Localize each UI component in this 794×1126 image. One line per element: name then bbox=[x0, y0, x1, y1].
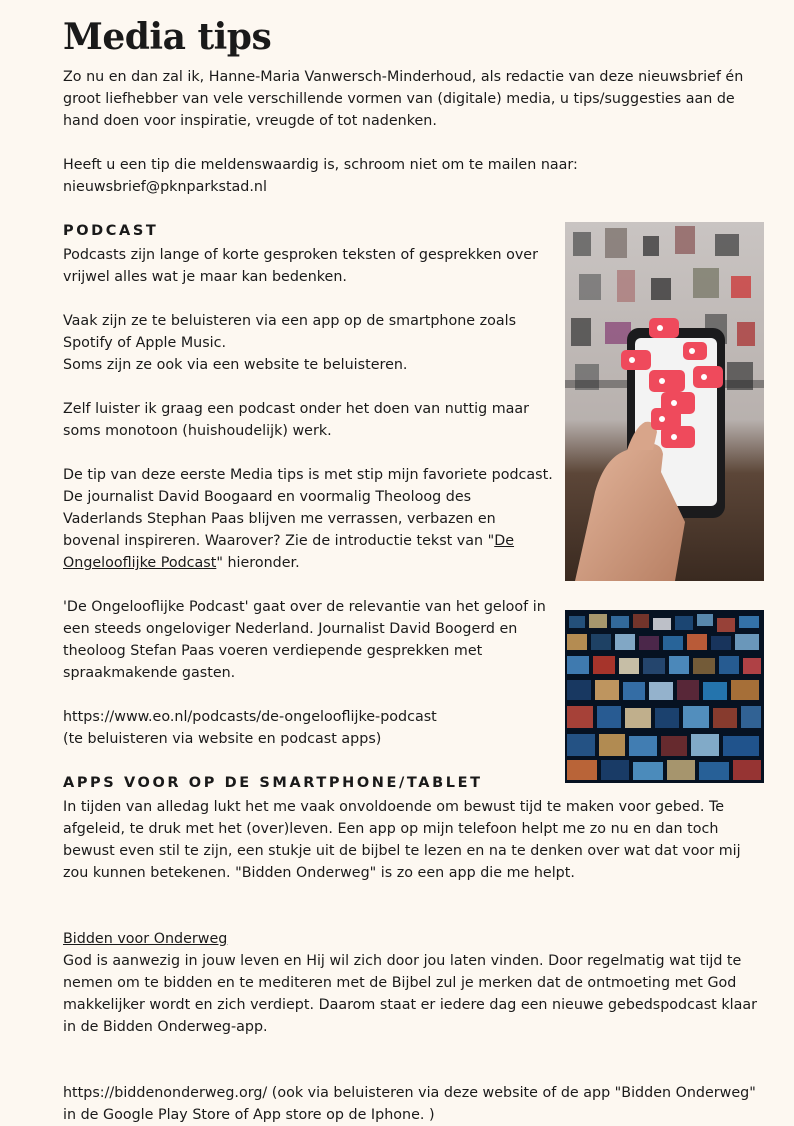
intro-paragraph: Zo nu en dan zal ik, Hanne-Maria Vanwersch-Minderhoud, als redactie van deze nieuwsbrief én groot liefhebber van vele verschillende vormen van (digitale) media, u tips/suggesties aan de hand doen voor inspiratie, vreugde of tot nadenken. bbox=[63, 69, 744, 129]
bidden-onderweg-link[interactable]: Bidden voor Onderweg bbox=[63, 931, 228, 947]
podcast-paragraph: Podcasts zijn lange of korte gesproken teksten of gesprekken over vrijwel alles wat je maar kan bedenken. bbox=[63, 247, 538, 285]
podcast-section bbox=[63, 244, 553, 750]
page-title: Media tips bbox=[63, 16, 272, 58]
podcast-url: https://www.eo.nl/podcasts/de-ongelooflijke-podcast bbox=[63, 709, 437, 725]
podcast-tip-suffix: " hieronder. bbox=[216, 555, 300, 571]
bidden-description: God is aanwezig in jouw leven en Hij wil zich door jou laten vinden. Door regelmatig wat tijd te nemen om te bidden en te mediteren met de Bijbel zul je merken dat de ontmoeting met God makkelijker wordt en zich verdiept. Daarom staat er iedere dag een nieuwe gebedspodcast klaar in de Bidden Onderweg-app. bbox=[63, 953, 757, 1035]
podcast-heading: PODCAST bbox=[63, 223, 159, 239]
podcast-url-paragraph bbox=[63, 706, 553, 750]
video-wall-photo bbox=[565, 610, 764, 783]
podcast-url-note: (te beluisteren via website en podcast apps) bbox=[63, 731, 382, 747]
ongelooflijke-podcast-link[interactable]: De Ongelooflijke Podcast bbox=[63, 533, 515, 571]
podcast-paragraph: Vaak zijn ze te beluisteren via een app op de smartphone zoals Spotify of Apple Music. Soms zijn ze ook via een website te beluisteren. bbox=[63, 313, 517, 373]
podcast-tip-text: De tip van deze eerste Media tips is met stip mijn favoriete podcast. De journalist David Boogaard en voormalig Theoloog des Vaderlands Stephan Paas blijven me verrassen, verbazen en bovenal inspireren. Waarover? Zie de introductie tekst van " bbox=[63, 467, 553, 549]
podcast-paragraph: Zelf luister ik graag een podcast onder het doen van nuttig maar soms monotoon (huishoudelijk) werk. bbox=[63, 401, 530, 439]
intro-contact-paragraph: Heeft u een tip die meldenswaardig is, schroom niet om te mailen naar: nieuwsbrief@pknparkstad.nl bbox=[63, 157, 578, 195]
apps-paragraph: In tijden van alledag lukt het me vaak onvoldoende om bewust tijd te maken voor gebed. Te afgeleid, te druk met het (over)leven. Een app op mijn telefoon helpt me zo nu en dan toch bewust even stil te zijn, een stukje uit de bijbel te lezen en na te denken over wat dat voor mij zou kunnen betekenen. "Bidden Onderweg" is zo een app die me helpt. bbox=[63, 799, 741, 881]
video-wall-image bbox=[565, 610, 764, 783]
intro-section bbox=[63, 66, 763, 198]
bidden-url-paragraph: https://biddenonderweg.org/ (ook via beluisteren via deze website of de app "Bidden Onderweg" in de Google Play Store of App store op de Iphone. ) bbox=[63, 1085, 756, 1123]
podcast-description-paragraph: 'De Ongelooflijke Podcast' gaat over de relevantie van het geloof in een steeds ongeloviger Nederland. Journalist David Boogerd en theoloog Stefan Paas voeren verdiepende gesprekken met spraakmakende gasten. bbox=[63, 599, 546, 681]
apps-section bbox=[63, 796, 763, 1126]
phone-likes-photo bbox=[565, 222, 764, 581]
podcast-tip-paragraph bbox=[63, 464, 553, 574]
bidden-section bbox=[63, 906, 763, 1060]
apps-heading: APPS VOOR OP DE SMARTPHONE/TABLET bbox=[63, 775, 483, 791]
phone-likes-image bbox=[565, 222, 764, 581]
